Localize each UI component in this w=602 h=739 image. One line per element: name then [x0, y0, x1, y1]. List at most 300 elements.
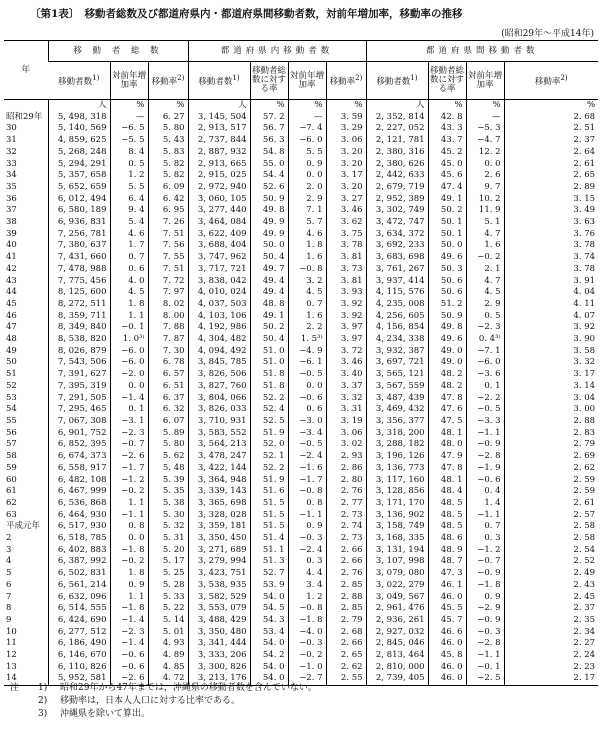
value-cell: 2. 6	[466, 170, 504, 182]
value-cell: −2. 6	[110, 451, 148, 463]
value-cell: 6, 514, 555	[48, 603, 110, 615]
value-cell: 6, 467, 999	[48, 486, 110, 498]
value-cell: 45. 8	[428, 650, 466, 662]
value-cell: 57. 2	[250, 112, 288, 124]
value-cell: 45. 2	[428, 147, 466, 159]
table-row	[4, 580, 598, 592]
value-cell: 3. 29	[326, 123, 366, 135]
value-cell: 3, 271, 689	[188, 545, 250, 557]
value-cell: 49. 6	[428, 252, 466, 264]
year-cell: 61	[6, 486, 17, 497]
value-cell: −2. 5	[466, 673, 504, 685]
value-cell: 1. 6	[288, 311, 326, 323]
value-cell: 6. 27	[148, 112, 188, 124]
value-cell: 2, 952, 389	[366, 194, 428, 206]
value-cell: 47. 3	[428, 568, 466, 580]
year-cell: 46	[6, 310, 17, 321]
value-cell: 3, 845, 785	[188, 357, 250, 369]
value-cell: 6, 561, 214	[48, 580, 110, 592]
value-cell: 2. 79	[504, 439, 598, 451]
table-row	[4, 346, 598, 358]
table-row	[4, 205, 598, 217]
year-cell: 43	[6, 275, 17, 286]
value-cell: 3, 827, 760	[188, 381, 250, 393]
value-cell: 4. 11	[504, 299, 598, 311]
value-cell: 5. 82	[148, 159, 188, 171]
value-cell: 8, 026, 879	[48, 346, 110, 358]
unit-cell: %	[504, 100, 598, 112]
value-cell: 2. 83	[504, 428, 598, 440]
value-cell: 7, 295, 465	[48, 404, 110, 416]
value-cell: 46. 1	[428, 580, 466, 592]
value-cell: 50. 0	[250, 240, 288, 252]
value-cell: −0. 2	[110, 486, 148, 498]
value-cell: 6. 78	[148, 357, 188, 369]
value-cell: 4. 6	[288, 229, 326, 241]
value-cell: −0. 9	[466, 568, 504, 580]
value-cell: 49. 0	[428, 357, 466, 369]
value-cell: 5. 01	[148, 627, 188, 639]
value-cell: −3. 0	[288, 416, 326, 428]
year-cell: 3	[6, 544, 12, 555]
table-row	[4, 299, 598, 311]
value-cell: 48. 1	[428, 428, 466, 440]
value-cell: 52. 6	[250, 182, 288, 194]
unit-cell: %	[326, 100, 366, 112]
value-cell: 3. 92	[326, 299, 366, 311]
header-inter-prefecture: 都道府県間移動者数	[366, 41, 598, 62]
value-cell: 3, 365, 698	[188, 498, 250, 510]
value-cell: 5, 268, 248	[48, 147, 110, 159]
value-cell: 8. 00	[148, 311, 188, 323]
value-cell: 2. 85	[326, 603, 366, 615]
value-cell: 5. 14	[148, 615, 188, 627]
value-cell: 4. 89	[148, 650, 188, 662]
value-cell: 3, 196, 126	[366, 451, 428, 463]
value-cell: −0. 3	[288, 533, 326, 545]
value-cell: −6. 0	[288, 135, 326, 147]
value-cell: 47. 8	[428, 393, 466, 405]
value-cell: 4. 04	[504, 287, 598, 299]
table-row	[4, 486, 598, 498]
value-cell: 7, 431, 660	[48, 252, 110, 264]
value-cell: −0. 1	[466, 662, 504, 674]
value-cell: 2, 810, 000	[366, 662, 428, 674]
value-cell: 0. 0	[288, 170, 326, 182]
value-cell: 2. 34	[504, 627, 598, 639]
table-row	[4, 357, 598, 369]
value-cell: 1. 6	[466, 240, 504, 252]
value-cell: 3, 333, 206	[188, 650, 250, 662]
value-cell: 6. 42	[148, 194, 188, 206]
value-cell: 45. 5	[428, 603, 466, 615]
value-cell: 3. 06	[326, 135, 366, 147]
value-cell: 48. 1	[428, 475, 466, 487]
year-cell: 48	[6, 334, 17, 345]
value-cell: −1. 8	[288, 615, 326, 627]
value-cell: 2, 380, 316	[366, 147, 428, 159]
value-cell: 3. 17	[326, 170, 366, 182]
value-cell: 1. 6	[288, 252, 326, 264]
value-cell: 4, 103, 106	[188, 311, 250, 323]
value-cell: 5. 17	[148, 556, 188, 568]
value-cell: 49. 8	[250, 205, 288, 217]
value-cell: 0. 8	[110, 521, 148, 533]
value-cell: −6. 1	[288, 357, 326, 369]
value-cell: 2, 845, 046	[366, 638, 428, 650]
value-cell: 0. 3	[288, 556, 326, 568]
year-cell: 41	[6, 252, 17, 263]
value-cell: 51. 6	[250, 486, 288, 498]
value-cell: 51. 3	[250, 556, 288, 568]
header-intra-prefecture: 都道府県内移動者数	[188, 41, 366, 62]
value-cell: 6, 852, 395	[48, 439, 110, 451]
value-cell: 3, 117, 160	[366, 475, 428, 487]
header-inter-growth: 対前年増加率	[466, 62, 504, 100]
value-cell: 7. 72	[148, 276, 188, 288]
value-cell: 3, 937, 414	[366, 276, 428, 288]
value-cell: 7, 478, 988	[48, 264, 110, 276]
value-cell: 3. 74	[504, 252, 598, 264]
value-cell: 3. 75	[326, 229, 366, 241]
value-cell: 49. 8	[428, 322, 466, 334]
year-cell: 62	[6, 497, 17, 508]
value-cell: 2. 76	[326, 568, 366, 580]
value-cell: 3, 168, 335	[366, 533, 428, 545]
value-cell: 47. 4	[428, 182, 466, 194]
value-cell: 51. 0	[250, 346, 288, 358]
value-cell: 6, 110, 826	[48, 662, 110, 674]
value-cell: −0. 3	[288, 638, 326, 650]
value-cell: 48. 2	[428, 381, 466, 393]
value-cell: 3. 19	[326, 416, 366, 428]
value-cell: 5, 952, 581	[48, 673, 110, 685]
table-row	[4, 615, 598, 627]
value-cell: 7, 775, 456	[48, 276, 110, 288]
value-cell: 3. 81	[326, 252, 366, 264]
value-cell: 2. 74	[326, 521, 366, 533]
value-cell: −1. 8	[110, 603, 148, 615]
value-cell: 4, 304, 482	[188, 334, 250, 346]
value-cell: 50. 0	[428, 240, 466, 252]
value-cell: 43. 3	[428, 123, 466, 135]
table-row	[4, 381, 598, 393]
value-cell: −2. 0	[110, 369, 148, 381]
value-cell: −3. 3	[466, 416, 504, 428]
value-cell: —	[466, 112, 504, 124]
value-cell: −1. 9	[466, 463, 504, 475]
year-cell: 56	[6, 427, 17, 438]
table-row	[4, 112, 598, 124]
value-cell: 3, 279, 994	[188, 556, 250, 568]
value-cell: 6, 482, 108	[48, 475, 110, 487]
value-cell: 4. 5	[288, 287, 326, 299]
table-row	[4, 556, 598, 568]
value-cell: −1. 1	[466, 428, 504, 440]
value-cell: 3, 488, 429	[188, 615, 250, 627]
value-cell: 7. 51	[148, 229, 188, 241]
value-cell: −2. 9	[466, 603, 504, 615]
value-cell: −0. 8	[288, 264, 326, 276]
table-row	[4, 662, 598, 674]
table-body	[4, 100, 598, 686]
value-cell: 6, 518, 785	[48, 533, 110, 545]
value-cell: 2. 27	[504, 638, 598, 650]
value-cell: 3. 97	[326, 322, 366, 334]
value-cell: 46. 0	[428, 662, 466, 674]
value-cell: 4, 192, 986	[188, 322, 250, 334]
value-cell: 2, 380, 626	[366, 159, 428, 171]
value-cell: 3. 17	[504, 369, 598, 381]
units-row	[4, 100, 598, 112]
footnote-1: 注 1) 昭和29年から47年までは，沖縄県の移動者数を含んでいない。	[10, 683, 317, 693]
value-cell: −6. 0	[110, 346, 148, 358]
value-cell: 48. 2	[428, 369, 466, 381]
year-cell: 昭和29年	[6, 111, 43, 122]
value-cell: −1. 4	[110, 615, 148, 627]
table-row	[4, 276, 598, 288]
unit-cell: %	[466, 100, 504, 112]
year-cell: 55	[6, 415, 17, 426]
value-cell: 3. 73	[326, 264, 366, 276]
value-cell: 6, 674, 373	[48, 451, 110, 463]
value-cell: 6, 424, 690	[48, 615, 110, 627]
table-row	[4, 592, 598, 604]
value-cell: 6, 502, 831	[48, 568, 110, 580]
value-cell: 11. 9	[466, 205, 504, 217]
value-cell: 1. 2	[288, 592, 326, 604]
value-cell: 2. 80	[326, 475, 366, 487]
table-row	[4, 264, 598, 276]
value-cell: 50. 6	[428, 287, 466, 299]
value-cell: −6. 0	[110, 357, 148, 369]
year-cell: 47	[6, 322, 17, 333]
value-cell: 3. 20	[326, 147, 366, 159]
table-row	[4, 627, 598, 639]
value-cell: −4. 0	[288, 627, 326, 639]
value-cell: 3, 060, 105	[188, 194, 250, 206]
value-cell: 3. 90	[504, 334, 598, 346]
year-cell: 平成元年	[6, 521, 41, 532]
value-cell: 3, 350, 450	[188, 533, 250, 545]
year-cell: 32	[6, 146, 17, 157]
value-cell: 5. 7	[288, 217, 326, 229]
table-row	[4, 240, 598, 252]
table-row	[4, 123, 598, 135]
value-cell: 2, 887, 932	[188, 147, 250, 159]
value-cell: −1. 1	[466, 650, 504, 662]
value-cell: 48. 5	[428, 521, 466, 533]
table-row	[4, 170, 598, 182]
value-cell: 2, 121, 781	[366, 135, 428, 147]
table-row	[4, 287, 598, 299]
year-cell: 13	[6, 661, 17, 672]
value-cell: 52. 2	[250, 393, 288, 405]
value-cell: 6, 186, 490	[48, 638, 110, 650]
value-cell: 3, 826, 506	[188, 369, 250, 381]
value-cell: 0. 9	[288, 159, 326, 171]
table-row	[4, 428, 598, 440]
value-cell: 5. 82	[148, 170, 188, 182]
value-cell: 54. 5	[250, 603, 288, 615]
value-cell: 4, 115, 576	[366, 287, 428, 299]
value-cell: 2. 24	[504, 650, 598, 662]
value-cell: −0. 6	[288, 393, 326, 405]
value-cell: 51. 8	[250, 381, 288, 393]
value-cell: 3. 58	[504, 346, 598, 358]
value-cell: 5. 83	[148, 147, 188, 159]
value-cell: 4, 010, 024	[188, 287, 250, 299]
value-cell: 7. 30	[148, 346, 188, 358]
value-cell: 51. 4	[250, 533, 288, 545]
value-cell: 2. 88	[326, 592, 366, 604]
value-cell: 3, 423, 751	[188, 568, 250, 580]
value-cell: 6, 558, 917	[48, 463, 110, 475]
value-cell: 54. 0	[250, 673, 288, 685]
value-cell: 8, 359, 711	[48, 311, 110, 323]
value-cell: 8, 349, 840	[48, 322, 110, 334]
value-cell: 3. 49	[504, 205, 598, 217]
value-cell: 50. 4	[250, 334, 288, 346]
value-cell: 5. 25	[148, 568, 188, 580]
value-cell: 2. 0	[288, 182, 326, 194]
value-cell: 2. 77	[326, 498, 366, 510]
value-cell: −1. 4	[110, 638, 148, 650]
value-cell: 3, 277, 440	[188, 205, 250, 217]
value-cell: 50. 9	[250, 194, 288, 206]
value-cell: 56. 7	[250, 123, 288, 135]
value-cell: 3, 838, 042	[188, 276, 250, 288]
value-cell: 7. 55	[148, 252, 188, 264]
value-cell: 6, 277, 512	[48, 627, 110, 639]
value-cell: 3, 300, 826	[188, 662, 250, 674]
value-cell: 54. 3	[250, 615, 288, 627]
value-cell: 42. 8	[428, 112, 466, 124]
value-cell: −2. 7	[288, 673, 326, 685]
value-cell: 3. 20	[326, 182, 366, 194]
value-cell: 7, 380, 637	[48, 240, 110, 252]
value-cell: 3, 565, 121	[366, 369, 428, 381]
year-cell: 34	[6, 170, 17, 181]
value-cell: 3, 328, 028	[188, 510, 250, 522]
value-cell: −2. 8	[466, 451, 504, 463]
value-cell: 3. 76	[504, 229, 598, 241]
value-cell: 2. 59	[504, 486, 598, 498]
year-cell: 30	[6, 123, 17, 134]
header-intra-rate: 移動率$^{2)}$	[326, 62, 366, 100]
value-cell: 3. 93	[326, 287, 366, 299]
value-cell: 47. 5	[428, 416, 466, 428]
value-cell: —	[110, 112, 148, 124]
value-cell: 2. 62	[504, 463, 598, 475]
value-cell: 2, 679, 719	[366, 182, 428, 194]
value-cell: 2. 58	[504, 533, 598, 545]
unit-cell: %	[428, 100, 466, 112]
value-cell: 7. 51	[148, 264, 188, 276]
table-row	[4, 311, 598, 323]
value-cell: 6. 95	[148, 205, 188, 217]
value-cell: 5. 20	[148, 545, 188, 557]
table-row	[4, 393, 598, 405]
value-cell: −2. 3	[110, 627, 148, 639]
table-row	[4, 568, 598, 580]
value-cell: 48. 7	[428, 556, 466, 568]
value-cell: −0. 5	[288, 439, 326, 451]
value-cell: 3, 318, 200	[366, 428, 428, 440]
value-cell: 2. 9	[466, 299, 504, 311]
value-cell: −1. 2	[110, 475, 148, 487]
value-cell: 6, 517, 930	[48, 521, 110, 533]
year-cell: 54	[6, 404, 17, 415]
value-cell: 3. 31	[326, 404, 366, 416]
value-cell: 52. 4	[250, 404, 288, 416]
value-cell: 2, 442, 633	[366, 170, 428, 182]
value-cell: 2. 68	[504, 112, 598, 124]
year-cell: 4	[6, 556, 12, 567]
value-cell: 3. 78	[504, 240, 598, 252]
value-cell: 6, 402, 883	[48, 545, 110, 557]
year-cell: 42	[6, 263, 17, 274]
value-cell: 51. 9	[250, 428, 288, 440]
footnote-3: 3) 沖縄県を除いて算出。	[38, 709, 151, 719]
value-cell: 2. 55	[326, 673, 366, 685]
value-cell: 6. 57	[148, 369, 188, 381]
value-cell: 3. 72	[326, 346, 366, 358]
value-cell: 2. 23	[504, 662, 598, 674]
value-cell: 3, 107, 998	[366, 556, 428, 568]
value-cell: 0. 4³⁾	[466, 334, 504, 346]
value-cell: 2, 739, 405	[366, 673, 428, 685]
value-cell: 5. 30	[148, 510, 188, 522]
value-cell: 3. 04	[504, 393, 598, 405]
value-cell: 51. 5	[250, 498, 288, 510]
value-cell: −0. 6	[110, 650, 148, 662]
unit-cell: %	[250, 100, 288, 112]
value-cell: 2. 1	[466, 264, 504, 276]
value-cell: 7. 26	[148, 217, 188, 229]
value-cell: 4. 93	[148, 638, 188, 650]
value-cell: 3, 487, 439	[366, 393, 428, 405]
value-cell: 3, 567, 559	[366, 381, 428, 393]
value-cell: 5. 89	[148, 428, 188, 440]
value-cell: 6, 536, 868	[48, 498, 110, 510]
value-cell: 5. 80	[148, 123, 188, 135]
value-cell: 48. 5	[428, 498, 466, 510]
year-cell: 58	[6, 451, 17, 462]
unit-cell: 人	[366, 100, 428, 112]
value-cell: −2. 8	[466, 638, 504, 650]
value-cell: 3, 422, 144	[188, 463, 250, 475]
table-row	[4, 147, 598, 159]
value-cell: 0. 1	[110, 404, 148, 416]
value-cell: 7. 1	[288, 205, 326, 217]
value-cell: −0. 9	[466, 439, 504, 451]
value-cell: 3, 464, 084	[188, 217, 250, 229]
year-cell: 8	[6, 603, 12, 614]
value-cell: 6, 146, 670	[48, 650, 110, 662]
value-cell: 3, 171, 170	[366, 498, 428, 510]
value-cell: −0. 2	[288, 650, 326, 662]
value-cell: 2. 2	[288, 322, 326, 334]
value-cell: −1. 7	[288, 475, 326, 487]
value-cell: 48. 8	[250, 299, 288, 311]
value-cell: 3, 302, 749	[366, 205, 428, 217]
value-cell: 2, 913, 517	[188, 123, 250, 135]
value-cell: 2. 52	[504, 556, 598, 568]
value-cell: 2. 61	[504, 159, 598, 171]
value-cell: 47. 8	[428, 463, 466, 475]
value-cell: 3. 00	[504, 404, 598, 416]
